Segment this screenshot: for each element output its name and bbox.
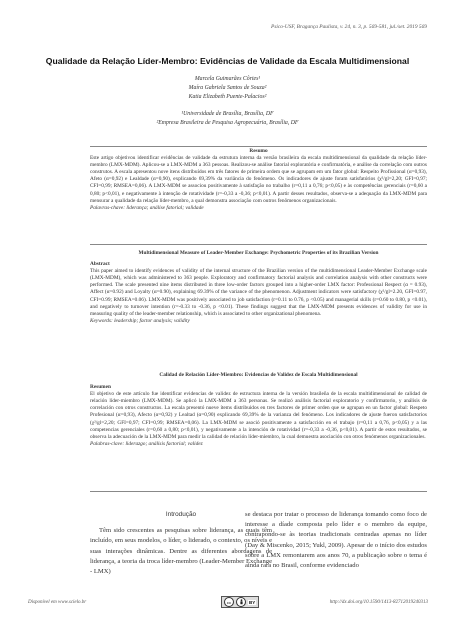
cc-by-label: BY [249, 599, 256, 605]
running-head: Psico-USF, Bragança Paulista, v. 24, n. 3, p. 569-581, jul./set. 2019 569 [271, 24, 427, 30]
footer-doi[interactable]: http://dx.doi.org/10.1590/1413-82712019240313 [329, 600, 428, 605]
person-icon [239, 599, 244, 605]
author-name: Maíra Gabriela Santos de Souza² [188, 84, 267, 91]
cc-badge-frame [221, 596, 259, 608]
author-name: Katia Elizabeth Puente-Palacios² [188, 93, 267, 100]
abstract-heading: Abstract [90, 261, 110, 268]
footer-availability: Disponível em www.scielo.br [28, 600, 87, 605]
author-list [20, 75, 435, 101]
intro-column-right [245, 510, 427, 571]
affiliation: ¹Universidade de Brasília, Brasília, DF [181, 111, 274, 117]
resumen-heading: Resumen [90, 384, 111, 391]
resumen-block [90, 372, 427, 448]
resumen-body: El objetivo de este artículo fue identificar evidencias de validez de estructura interna de la versión brasileña de la escala multidimensional de calidad de relación líder-miembro (LMX-MDM). Se aplicó la LMX-MDM a 363 personas. Se realizó análisis factorial exploratorio y confirmatorio, y análisis de correlación con otros constructos. La escala presentó nueve ítems distribuidos en tres factores de primer orden que se agrupan en un factor global: Respeto Profesional (α=0,93), Afecto (α=0,92) y Lealtad (α=0,90) explicando 69,39% de la varianza del fenómeno. Los indicadores de ajuste fueron satisfactorios (χ²/gl=2,20; GFI=0,97; CFI=0,99; RMSEA=0,06). La LMX-MDM se asoció positivamente a satisfacción en el trabajo (r=0,11 a 0,76, p<0,05) y a las competencias gerenciales (r=0,60 a 0,80; p<0,01), y negativamente a la intención de rotatividad (r=-0,33 a -0,36, p<0,01). A partir de estos resultados, se observa la adecuación de la LMX-MDM para medir la calidad de relación líder-miembro, la cual demuestra asociación con otros fenómenos organizacionales. [90, 391, 427, 440]
cc-license-badge[interactable] [221, 596, 259, 608]
affiliation: ²Empresa Brasileira de Pesquisa Agropecuária, Brasília, DF [156, 119, 299, 126]
resumen-keywords: Palabras-clave: liderazgo; análisis factorial; validez [90, 440, 203, 447]
section-divider [90, 491, 427, 492]
resumo-block [90, 148, 427, 212]
abstract-keywords: Keywords: leadership; factor analysis; validity [90, 317, 190, 324]
resumen-title: Calidad de Relación Líder-Miembro: Evidencias de Validez de Escala Multidimensional [159, 372, 358, 378]
resumo-body: Este artigo objetivou identificar evidências de validade da estrutura interna da versão brasileira da escala multidimensional da qualidade da relação líder-membro (LMX-MDM). Aplicou-se a LMX-MDM a 363 pessoas. Realizou-se análise fatorial exploratória e confirmatória, e análise da correlação com outros construtos. A escala apresentou nove itens distribuídos em três fatores de primeira ordem que se agrupam em um fator global: Respeito Profissional (α=0,93), Afeto (α=0,92) e Lealdade (α=0,90), explicando 69,39% da variância do fenômeno. Os indicadores de ajuste foram satisfatórios (χ²/gl=2,20; GFI=0,97; CFI=0,99; RMSEA=0,06). A LMX-MDM se associou positivamente à satisfação no trabalho (r=0,11 a 0,76; p<0,05) e às competências gerenciais (r=0,60 a 0,80; p<0,01), e negativamente à intenção de rotatividade (r=-0,33 a -0,36; p<0,01). A partir desses resultados, observa-se a adequação da LMX-MDM para mensurar a qualidade da relação líder-membro, a qual demonstra associação com outros fenômenos organizacionais. [90, 155, 427, 204]
creative-commons-icon: cc [224, 597, 234, 607]
intro-heading: Introdução [165, 511, 197, 518]
paper-title: Qualidade da Relação Líder-Membro: Evidências de Validade da Escala Multidimensional [45, 56, 410, 66]
resumo-keywords: Palavras-chave: liderança; análise fatorial; validade [90, 204, 204, 211]
section-divider [90, 146, 427, 147]
author-name: Marcela Guimarães Côrtes¹ [194, 76, 261, 82]
affiliation-list [20, 110, 435, 128]
attribution-person-icon [236, 597, 246, 607]
section-divider [90, 244, 427, 245]
resumo-heading: Resumo [249, 148, 268, 154]
intro-paragraph: se destaca por tratar o processo de liderança tomando como foco de interesse a díade composta pelo líder e o membro da equipe, contrapondo-se às teorias tradicionais centradas apenas no líder (Day & Miscenko, 2015; Yukl, 2009). Apesar de o início dos estudos sobre a LMX remontarem aos anos 70, a publicação sobre o tema é ainda rara no Brasil, conforme evidenciado [245, 511, 427, 570]
abstract-title: Multidimensional Measure of Leader-Member Exchange: Psychometric Properties of its Brazilian Version [138, 250, 379, 256]
abstract-block [90, 250, 427, 325]
intro-paragraph: Têm sido crescentes as pesquisas sobre liderança, as quais têm incluído, em seus modelos, o líder, o liderado, o contexto, os níveis e suas interações dinâmicas. Dentre as diferentes abordagens de liderança, a teoria da troca líder-membro (Leader-Member Exchange - LMX) [90, 527, 272, 576]
abstract-body: This paper aimed to identify evidences of validity of the internal structure of the Brazilian version of the multidimensional Leader-Member Exchange scale (LMX-MDM), which was administered to 363 people. Exploratory and confirmatory factorial analysis and correlation analysis with other constructs were performed. The scale presented nine items distributed in three low-order factors grouped into a higher-order LMX factor: Professional Respect (α = 0.93), Affect (α=0.92) and Loyalty (α=0.90), explaining 69.39% of the variance of the phenomenon. Adjustment indicators were satisfactory (χ²/gl=2.20, GFI=0.97, CFI=0.99; RMSEA=0.06). LMX-MDM was positively associated to job satisfaction (r=0.11 to 0.76, p <0.05) and managerial skills (r=0.60 to 0.80, p <0.01), and negatively to turnover intention (r=-0.33 to -0.36, p <0.01). These findings suggest that the LMX-MDM presents evidences of validity for use in measuring quality of the leader-member relationship, which is associated to other organizational phenomena. [90, 268, 427, 317]
